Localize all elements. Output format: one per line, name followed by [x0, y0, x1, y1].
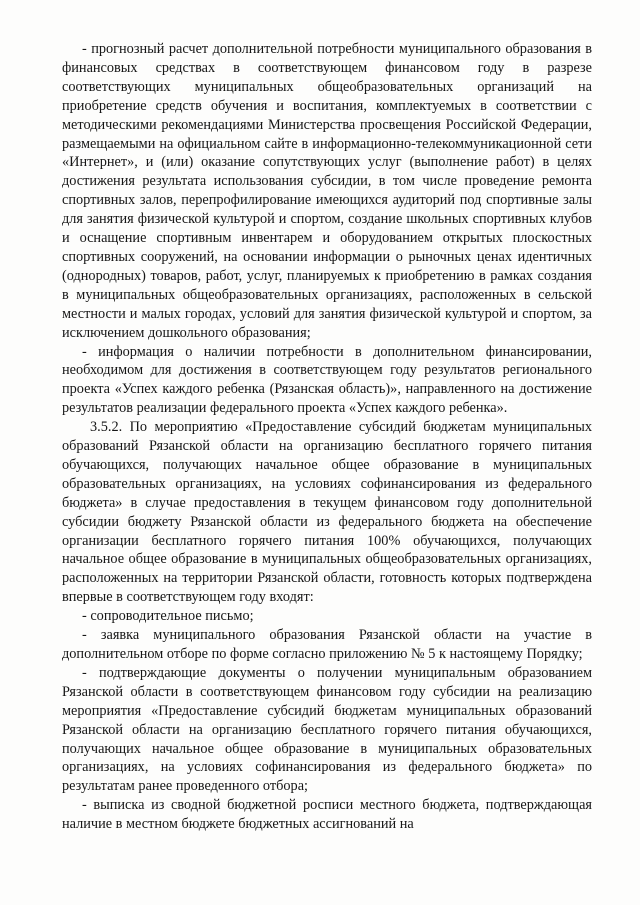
budget-extract-item: - выписка из сводной бюджетной росписи местного бюджета, подтверждающая наличие в местном бюджете бюджетных ассигнований на [62, 797, 592, 833]
supporting-documents-item: - подтверждающие документы о получении муниципальным образованием Рязанской области в соответствующем финансовом году субсидии на реализацию мероприятия «Предоставление субсидий бюджетам муниципальных образований Рязанской области на организацию бесплатного горячего питания обучающихся, получающих начальное общее образование в муниципальных образовательных организациях, на условиях софинансирования из федерального бюджета» по результатам ранее проведенного отбора; [62, 664, 592, 795]
forecast-calculation-item: - прогнозный расчет дополнительной потребности муниципального образования в финансовых средствах в соответствующем финансовом году в разрезе соответствующих муниципальных общеобразовательных организаций на приобретение средств обучения и воспитания, комплектуемых в соответствии с методическими рекомендациями Министерства просвещения Российской Федерации, размещаемыми на официальном сайте в информационно-телекоммуникационной сети «Интернет», и (или) оказание сопутствующих услуг (выполнение работ) в целях достижения результата использования субсидии, в том числе проведение ремонта спортивных залов, перепрофилирование имеющихся аудиторий под спортивные залы для занятия физической культурой и спортом, создание школьных спортивных клубов и оснащение спортивным инвентарем и оборудованием открытых плоскостных спортивных сооружений, на основании информации о рыночных ценах идентичных (однородных) товаров, работ, услуг, планируемых к приобретению в рамках создания в муниципальных общеобразовательных организациях, расположенных в сельской местности и малых городах, условий для занятия физической культурой и спортом, за исключением дошкольного образования; [62, 41, 592, 341]
section-3-5-2-paragraph: 3.5.2. По мероприятию «Предоставление субсидий бюджетам муниципальных образований Рязанской области на организацию бесплатного горячего питания обучающихся, получающих начальное общее образование в муниципальных образовательных организациях, на условиях софинансирования из федерального бюджета» в случае предоставления в текущем финансовом году дополнительной субсидии бюджету Рязанской области из федерального бюджета на обеспечение организации бесплатного горячего питания 100% обучающихся, получающих начальное общее образование в муниципальных общеобразовательных организациях, расположенных на территории Рязанской области, готовность которых подтверждена впервые в соответствующем году входят: [62, 419, 592, 606]
cover-letter-item: - сопроводительное письмо; [82, 608, 254, 625]
additional-funding-info-item: - информация о наличии потребности в дополнительном финансировании, необходимом для достижения в соответствующем году результатов регионального проекта «Успех каждого ребенка (Рязанская область)», направленного на достижение результатов реализации федерального проекта «Успех каждого ребенка». [62, 343, 592, 417]
application-item: - заявка муниципального образования Рязанской области на участие в дополнительном отборе по форме согласно приложению № 5 к настоящему Порядку; [62, 627, 592, 662]
